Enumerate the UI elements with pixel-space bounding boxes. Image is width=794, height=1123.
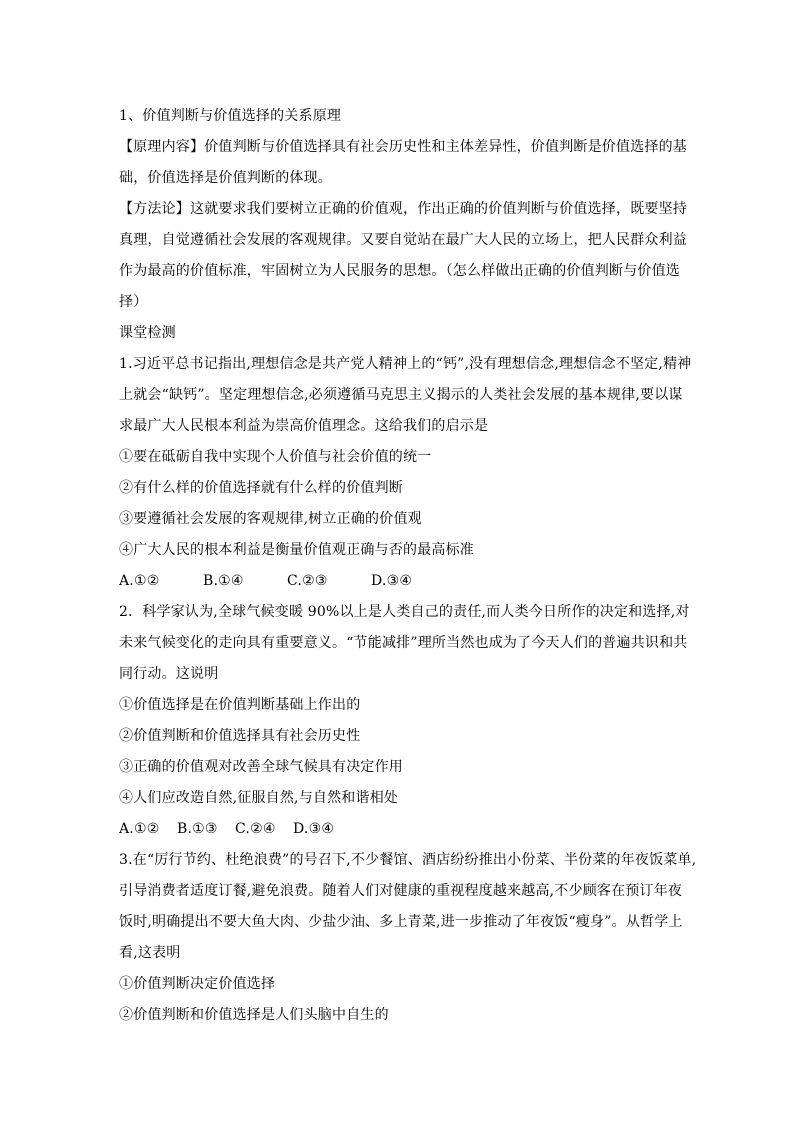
method-line: 真理，自觉遵循社会发展的客观规律。又要自觉站在最广大人民的立场上，把人民群众利益 — [119, 232, 687, 248]
question-1-options — [119, 566, 679, 597]
option-b: B.①④ — [203, 573, 244, 589]
question-2-item: ③正确的价值观对改善全球气候具有决定作用 — [119, 759, 403, 775]
principle-line: 础，价值选择是价值判断的体现。 — [119, 170, 332, 186]
question-3-stem: 饭时,明确提出不要大鱼大肉、少盐少油、多上青菜,进一步推动了年夜饭“瘦身”。从哲学上 — [119, 914, 683, 930]
question-3-stem: 看,这表明 — [119, 945, 181, 961]
quiz-heading: 课堂检测 — [119, 325, 176, 341]
question-2-item: ④人们应改造自然,征服自然,与自然和谐相处 — [119, 790, 399, 806]
option-c: C.②③ — [287, 573, 328, 589]
question-3-stem: 3.在“厉行节约、杜绝浪费”的号召下,不少餐馆、酒店纷纷推出小份菜、半份菜的年夜饭菜单, — [119, 852, 697, 868]
question-2-stem: 同行动。这说明 — [119, 666, 219, 682]
option-b: B.①③ — [177, 821, 218, 837]
question-1-stem: 上就会“缺钙”。坚定理想信念,必须遵循马克思主义揭示的人类社会发展的基本规律,要以谋 — [119, 387, 683, 403]
principle-line: 【原理内容】价值判断与价值选择具有社会历史性和主体差异性，价值判断是价值选择的基 — [119, 139, 687, 155]
question-2-item: ②价值判断和价值选择具有社会历史性 — [119, 728, 361, 744]
document-page — [119, 101, 697, 1031]
question-1-item: ①要在砥砺自我中实现个人价值与社会价值的统一 — [119, 449, 432, 465]
question-2-stem: 未来气候变化的走向具有重要意义。“节能减排”理所当然也成为了今天人们的普遍共识和共 — [119, 635, 688, 651]
question-3-item: ①价值判断决定价值选择 — [119, 976, 276, 992]
method-line: 【方法论】这就要求我们要树立正确的价值观，作出正确的价值判断与价值选择，既要坚持 — [119, 201, 687, 217]
method-line: 作为最高的价值标准，牢固树立为人民服务的思想。（怎么样做出正确的价值判断与价值选 — [119, 263, 680, 279]
question-3-stem: 引导消费者适度订餐,避免浪费。随着人们对健康的重视程度越来越高,不少顾客在预订年夜 — [119, 883, 683, 899]
question-1-stem: 求最广大人民根本利益为崇高价值理念。这给我们的启示是 — [119, 418, 489, 434]
question-1-item: ②有什么样的价值选择就有什么样的价值判断 — [119, 480, 403, 496]
question-3-item: ②价值判断和价值选择是人们头脑中自生的 — [119, 1007, 389, 1023]
option-c: C.②④ — [235, 821, 276, 837]
method-line: 择） — [119, 294, 148, 310]
question-2-options — [119, 814, 679, 845]
option-d: D.③④ — [371, 573, 413, 589]
question-2-item: ①价值选择是在价值判断基础上作出的 — [119, 697, 361, 713]
option-d: D.③④ — [293, 821, 335, 837]
question-1-item: ③要遵循社会发展的客观规律,树立正确的价值观 — [119, 511, 422, 527]
section-title: 1、价值判断与价值选择的关系原理 — [119, 108, 342, 124]
option-a: A.①② — [119, 573, 160, 589]
question-2-stem: 2．科学家认为,全球气候变暖 90%以上是人类自己的责任,而人类今日所作的决定和选择,对 — [119, 604, 690, 620]
question-1-item: ④广大人民的根本利益是衡量价值观正确与否的最高标准 — [119, 542, 474, 558]
question-1-stem: 1.习近平总书记指出,理想信念是共产党人精神上的“钙”,没有理想信念,理想信念不坚定,精神 — [119, 356, 692, 372]
option-a: A.①② — [119, 821, 160, 837]
